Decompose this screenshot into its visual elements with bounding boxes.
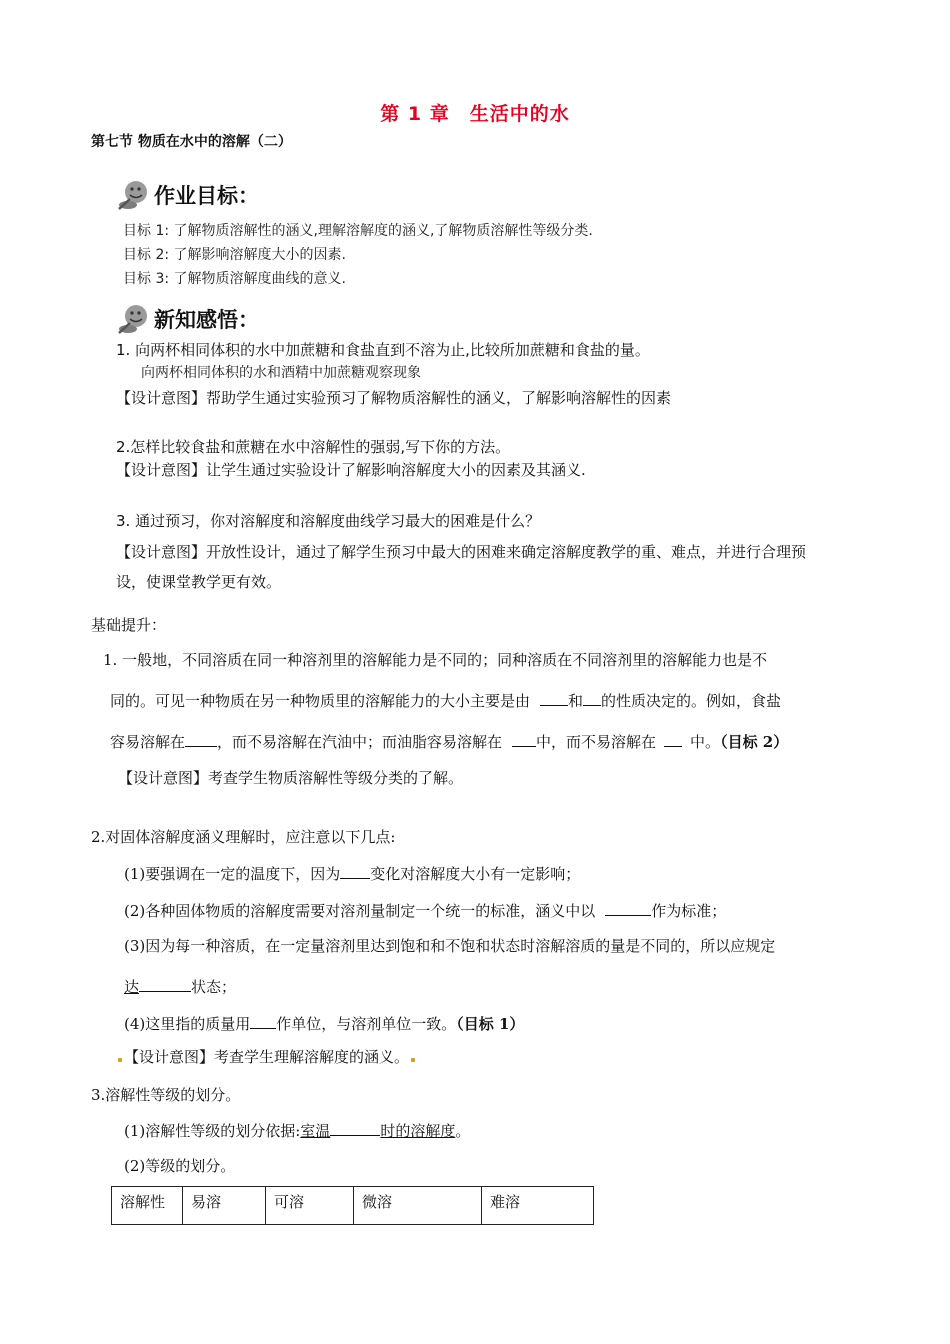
basics-p2-item4: (4)这里指的质量用 作单位，与溶剂单位一致。（目标 1）	[124, 1015, 525, 1033]
basics-p2-item3: (3)因为每一种溶质，在一定量溶剂里达到饱和和不饱和状态时溶解溶质的量是不同的，所以应规定	[124, 937, 776, 955]
basics-p3-item1: (1)溶解性等级的划分依据:室温 时的溶解度。	[124, 1122, 471, 1140]
basics-p1-line3: 容易溶解在 ，而不易溶解在汽油中；而油脂容易溶解在 中，而不易溶解在 中。（目标 2）	[110, 733, 789, 751]
question-1-intent: 【设计意图】帮助学生通过实验预习了解物质溶解性的涵义，了解影响溶解性的因素	[116, 389, 672, 407]
smiley-pencil-icon	[116, 302, 152, 336]
answer-blank[interactable]	[540, 690, 568, 706]
table-cell: 溶解性	[112, 1187, 183, 1225]
basics-header: 基础提升：	[91, 616, 167, 634]
section-title: 第七节 物质在水中的溶解（二）	[91, 134, 292, 150]
basics-p1-intent: 【设计意图】考查学生物质溶解性等级分类的了解。	[118, 769, 464, 787]
chapter-title: 第 1 章 生活中的水	[380, 103, 570, 125]
table-row	[112, 1187, 594, 1225]
new-knowledge-header: 新知感悟：	[116, 302, 259, 336]
solubility-level-table	[111, 1186, 594, 1225]
table-cell: 难溶	[482, 1187, 594, 1225]
basics-p1-line2: 同的。可见一种物质在另一种物质里的溶解能力的大小主要是由 和 的性质决定的。例如，食盐	[110, 692, 782, 710]
question-3: 3. 通过预习，你对溶解度和溶解度曲线学习最大的困难是什么？	[116, 512, 541, 530]
question-3-intent-cont: 设，使课堂教学更有效。	[116, 573, 282, 591]
answer-blank[interactable]	[605, 900, 651, 916]
table-cell: 易溶	[183, 1187, 266, 1225]
goal-3: 目标 3: 了解物质溶解度曲线的意义.	[123, 271, 346, 287]
basics-p3-header: 3.溶解性等级的划分。	[91, 1086, 241, 1104]
basics-p2-item2: (2)各种固体物质的溶解度需要对溶剂量制定一个统一的标准，涵义中以 作为标准；	[124, 902, 727, 920]
answer-blank[interactable]	[250, 1013, 276, 1029]
answer-blank[interactable]	[185, 731, 217, 747]
question-2: 2.怎样比较食盐和蔗糖在水中溶解性的强弱,写下你的方法。	[116, 438, 511, 456]
answer-blank[interactable]	[664, 731, 682, 747]
answer-blank[interactable]	[340, 863, 370, 879]
basics-p3-item2: (2)等级的划分。	[124, 1157, 236, 1175]
goal-2: 目标 2: 了解影响溶解度大小的因素.	[123, 247, 346, 263]
answer-blank[interactable]	[139, 976, 191, 992]
basics-p2-item1: (1)要强调在一定的温度下，因为 变化对溶解度大小有一定影响；	[124, 865, 581, 883]
basics-p1-line1: 1. 一般地，不同溶质在同一种溶剂里的溶解能力是不同的；同种溶质在不同溶剂里的溶解能力也是不	[103, 651, 768, 669]
question-1: 1. 向两杯相同体积的水中加蔗糖和食盐直到不溶为止,比较所加蔗糖和食盐的量。	[116, 341, 650, 359]
goal-1: 目标 1: 了解物质溶解性的涵义,理解溶解度的涵义,了解物质溶解性等级分类.	[123, 223, 593, 239]
basics-p2-item3-cont: 达 状态；	[124, 978, 237, 996]
smiley-pencil-icon	[116, 178, 152, 212]
question-2-intent: 【设计意图】让学生通过实验设计了解影响溶解度大小的因素及其涵义.	[116, 461, 586, 479]
table-cell: 可溶	[266, 1187, 354, 1225]
question-1-cont: 向两杯相同体积的水和酒精中加蔗糖观察现象	[141, 365, 421, 381]
answer-blank[interactable]	[583, 690, 601, 706]
question-3-intent: 【设计意图】开放性设计，通过了解学生预习中最大的困难来确定溶解度教学的重、难点，并进行合理预	[116, 543, 807, 561]
goals-header: 作业目标：	[116, 178, 259, 212]
answer-blank[interactable]	[512, 731, 536, 747]
basics-p2-header: 2.对固体溶解度涵义理解时，应注意以下几点:	[91, 828, 396, 846]
table-cell: 微溶	[354, 1187, 482, 1225]
basics-p2-intent: 【设计意图】考查学生理解溶解度的涵义。	[118, 1046, 415, 1067]
answer-blank[interactable]	[330, 1120, 380, 1136]
